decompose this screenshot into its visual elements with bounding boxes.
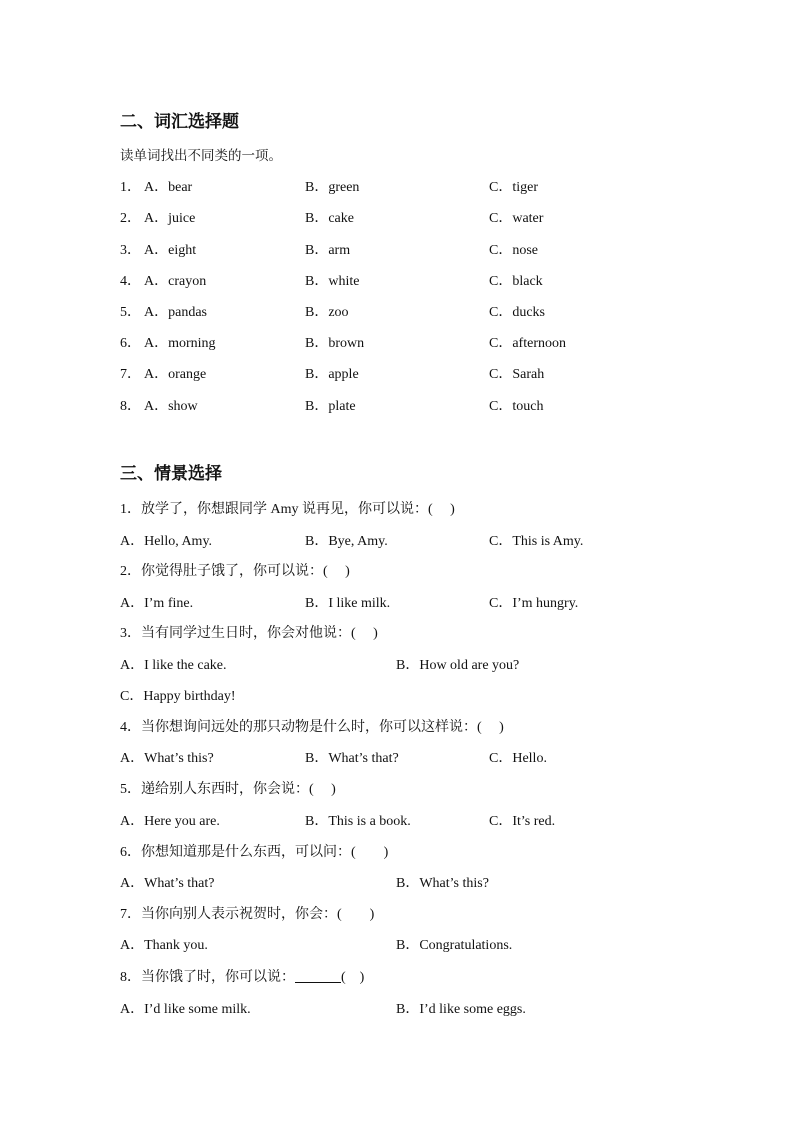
- option-a[interactable]: A．What’s this?: [120, 751, 214, 766]
- item-number: 2．: [120, 211, 141, 226]
- question-text: 7．当你向别人表示祝贺时，你会：( ): [120, 907, 375, 922]
- option-b[interactable]: B．green: [305, 180, 360, 195]
- option-c[interactable]: C．water: [489, 211, 544, 226]
- option-a[interactable]: A．orange: [144, 367, 207, 382]
- section-2-title: 二、词汇选择题: [120, 112, 239, 132]
- option-a[interactable]: A．juice: [144, 211, 196, 226]
- item-number: 5．: [120, 305, 141, 320]
- option-c[interactable]: C．It’s red.: [489, 814, 556, 829]
- option-a[interactable]: A．Here you are.: [120, 814, 220, 829]
- option-b[interactable]: B．white: [305, 274, 360, 289]
- option-a[interactable]: A．Hello, Amy.: [120, 534, 213, 549]
- option-c[interactable]: C．touch: [489, 399, 544, 414]
- item-number: 6．: [120, 336, 141, 351]
- option-b[interactable]: B．This is a book.: [305, 814, 411, 829]
- question-text: 6．你想知道那是什么东西，可以问：( ): [120, 845, 389, 860]
- question-text: 1．放学了，你想跟同学 Amy 说再见，你可以说：( ): [120, 502, 455, 517]
- option-c[interactable]: C．I’m hungry.: [489, 596, 579, 611]
- option-c[interactable]: C．ducks: [489, 305, 545, 320]
- option-b[interactable]: B．brown: [305, 336, 365, 351]
- option-c[interactable]: C．This is Amy.: [489, 534, 584, 549]
- question-suffix: ( ): [341, 970, 365, 985]
- option-b[interactable]: B．What’s that?: [305, 751, 399, 766]
- option-c[interactable]: C．nose: [489, 243, 538, 258]
- option-b[interactable]: B．Congratulations.: [396, 938, 513, 953]
- question-text: [120, 966, 364, 986]
- option-b[interactable]: B．I like milk.: [305, 596, 391, 611]
- option-b[interactable]: B．cake: [305, 211, 354, 226]
- option-b[interactable]: B．I’d like some eggs.: [396, 1002, 526, 1017]
- option-a[interactable]: A．morning: [144, 336, 216, 351]
- option-b[interactable]: B．zoo: [305, 305, 349, 320]
- question-prefix: 8．当你饿了时，你可以说：: [120, 970, 295, 985]
- option-a[interactable]: A．What’s that?: [120, 876, 215, 891]
- option-c[interactable]: C．black: [489, 274, 543, 289]
- option-b[interactable]: B．arm: [305, 243, 351, 258]
- item-number: 7．: [120, 367, 141, 382]
- option-a[interactable]: A．I’m fine.: [120, 596, 194, 611]
- option-c[interactable]: C．Hello.: [489, 751, 547, 766]
- section-2-instruction: 读单词找出不同类的一项。: [120, 148, 282, 164]
- option-a[interactable]: A．pandas: [144, 305, 207, 320]
- option-b[interactable]: B．apple: [305, 367, 359, 382]
- item-number: 3．: [120, 243, 141, 258]
- option-a[interactable]: A．crayon: [144, 274, 207, 289]
- item-number: 8．: [120, 399, 141, 414]
- option-b[interactable]: B．What’s this?: [396, 876, 489, 891]
- section-3-title: 三、情景选择: [120, 464, 222, 484]
- question-text: 2．你觉得肚子饿了，你可以说：( ): [120, 564, 350, 579]
- question-text: 4．当你想询问远处的那只动物是什么时，你可以这样说：( ): [120, 720, 504, 735]
- option-b[interactable]: B．plate: [305, 399, 356, 414]
- option-a[interactable]: A．show: [144, 399, 198, 414]
- answer-blank[interactable]: [295, 968, 341, 983]
- option-a[interactable]: A．Thank you.: [120, 938, 208, 953]
- option-c[interactable]: C．Happy birthday!: [120, 689, 236, 704]
- option-a[interactable]: A．bear: [144, 180, 193, 195]
- question-text: 3．当有同学过生日时，你会对他说：( ): [120, 626, 378, 641]
- option-c[interactable]: C．Sarah: [489, 367, 545, 382]
- option-a[interactable]: A．I like the cake.: [120, 658, 227, 673]
- option-a[interactable]: A．eight: [144, 243, 197, 258]
- question-text: 5．递给别人东西时，你会说：( ): [120, 782, 336, 797]
- option-b[interactable]: B．How old are you?: [396, 658, 520, 673]
- option-c[interactable]: C．afternoon: [489, 336, 566, 351]
- item-number: 1．: [120, 180, 141, 195]
- item-number: 4．: [120, 274, 141, 289]
- option-a[interactable]: A．I’d like some milk.: [120, 1002, 251, 1017]
- option-c[interactable]: C．tiger: [489, 180, 538, 195]
- option-b[interactable]: B．Bye, Amy.: [305, 534, 388, 549]
